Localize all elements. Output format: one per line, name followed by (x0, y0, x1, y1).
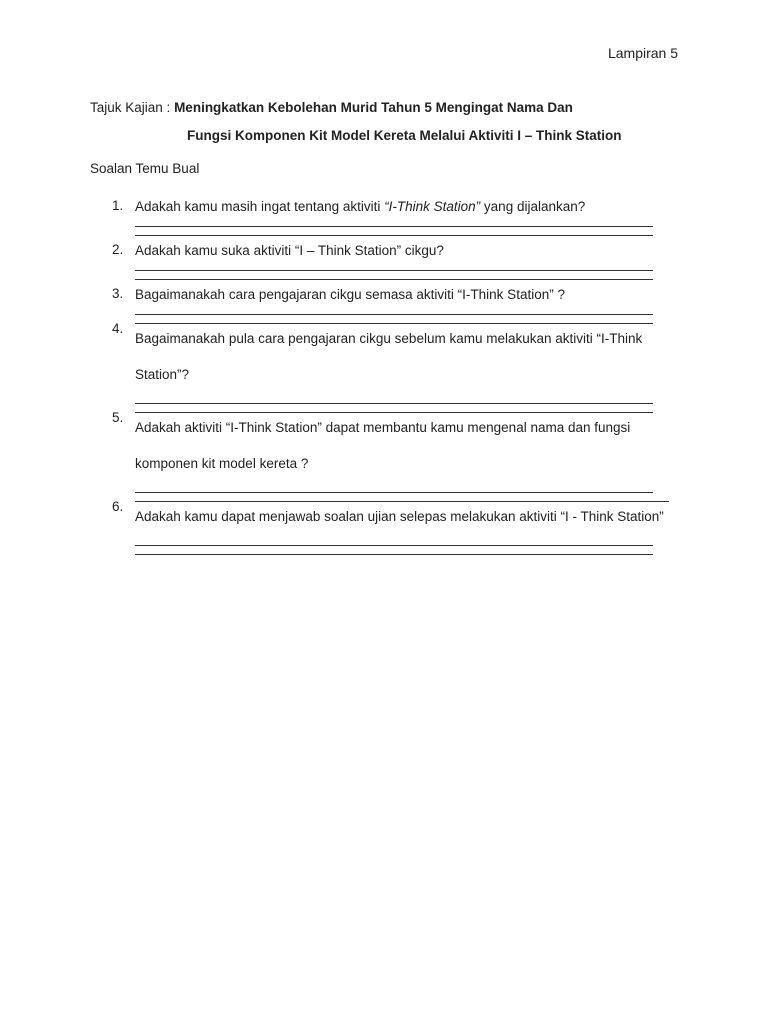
question-number: 2. (112, 242, 124, 257)
answer-line (135, 279, 653, 280)
question-text: Bagaimanakah pula cara pengajaran cikgu sebelum kamu melakukan aktiviti “I-Think Station”? (135, 331, 643, 382)
answer-line (135, 545, 653, 546)
question-item (90, 499, 690, 555)
answer-line (135, 226, 653, 227)
question-item (90, 410, 690, 502)
question-item (90, 198, 690, 236)
question-list (90, 198, 690, 561)
question-number: 6. (112, 499, 124, 514)
question-text: Adakah kamu suka aktiviti “I – Think Station” cikgu? (135, 243, 444, 258)
question-number: 3. (112, 286, 124, 301)
answer-line (135, 314, 653, 315)
question-text: Adakah aktiviti “I-Think Station” dapat membantu kamu mengenal nama dan fungsi komponen kit model kereta ? (135, 420, 631, 471)
question-number: 1. (112, 198, 124, 213)
answer-line (135, 554, 653, 555)
question-text: Adakah kamu dapat menjawab soalan ujian selepas melakukan aktiviti “I - Think Station” (135, 509, 664, 524)
answer-line (135, 270, 653, 271)
question-item (90, 242, 690, 280)
study-title-line-1: Meningkatkan Kebolehan Murid Tahun 5 Mengingat Nama Dan (174, 100, 573, 115)
question-text: Bagaimanakah cara pengajaran cikgu semasa aktiviti “I-Think Station” ? (135, 287, 565, 302)
answer-line (135, 235, 653, 236)
study-title-line-2: Fungsi Komponen Kit Model Kereta Melalui Aktiviti I – Think Station (187, 128, 622, 143)
appendix-label: Lampiran 5 (607, 45, 678, 61)
section-heading: Soalan Temu Bual (90, 161, 200, 176)
question-number: 4. (112, 321, 124, 336)
answer-line (135, 492, 653, 493)
answer-line (135, 403, 653, 404)
question-text: Adakah kamu masih ingat tentang aktiviti “I-Think Station” yang dijalankan? (135, 199, 586, 214)
question-item (90, 321, 690, 413)
question-item (90, 286, 690, 324)
question-number: 5. (112, 410, 124, 425)
study-title-label: Tajuk Kajian : (90, 100, 171, 115)
study-title (90, 94, 690, 150)
